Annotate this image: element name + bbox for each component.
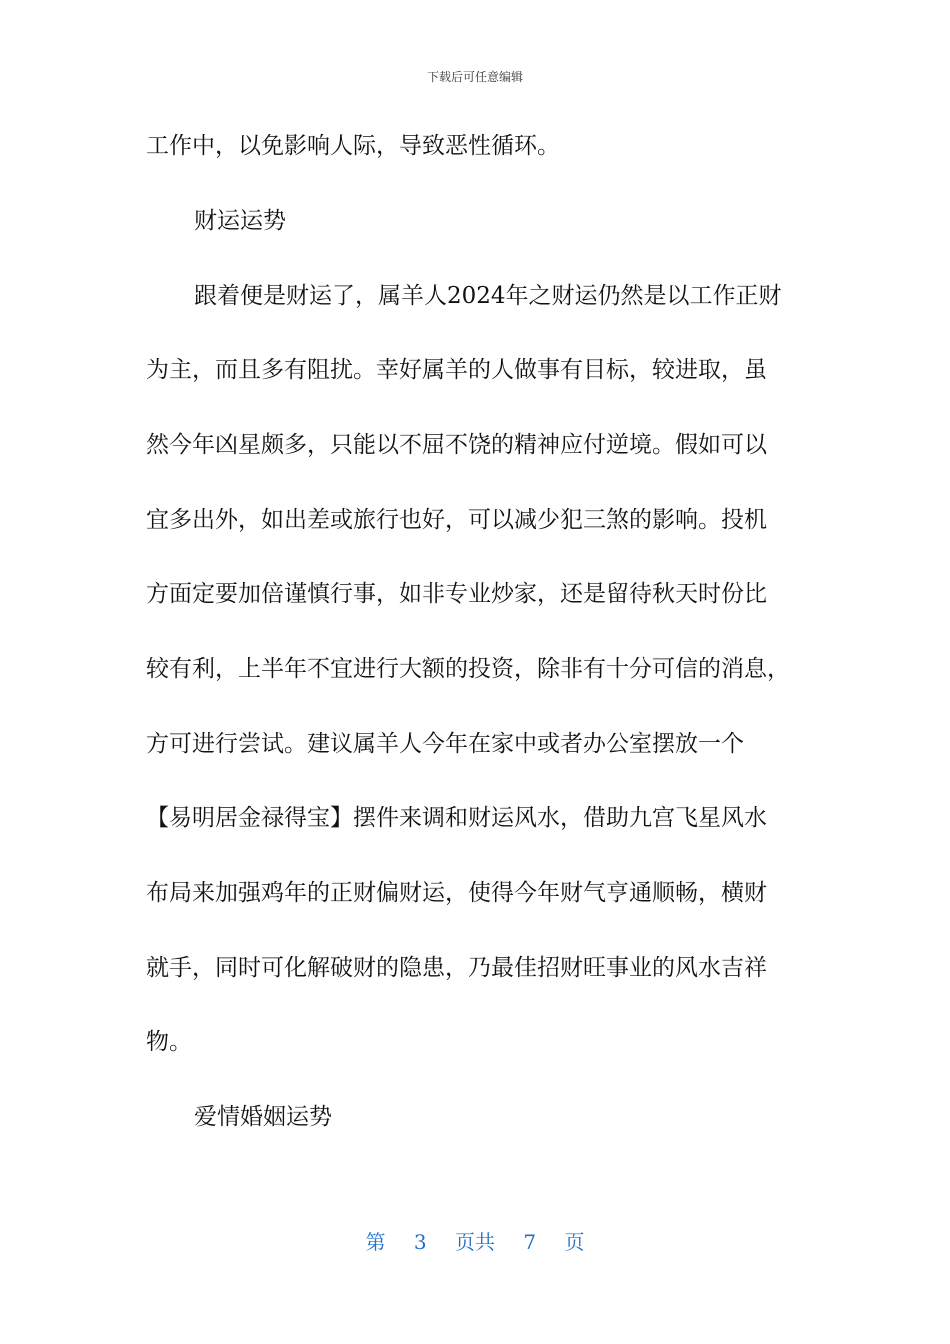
paragraph-line: 方可进行尝试。建议属羊人今年在家中或者办公室摆放一个 bbox=[146, 731, 744, 757]
paragraph-line: 工作中，以免影响人际，导致恶性循环。 bbox=[146, 133, 560, 159]
footer-prefix: 第 bbox=[365, 1230, 386, 1254]
total-pages-number: 7 bbox=[523, 1230, 537, 1254]
page-footer bbox=[0, 1226, 950, 1255]
footer-suffix: 页 bbox=[564, 1230, 585, 1254]
paragraph-line: 方面定要加倍谨慎行事，如非专业炒家，还是留待秋天时份比 bbox=[146, 581, 767, 607]
paragraph-line: 宜多出外，如出差或旅行也好，可以减少犯三煞的影响。投机 bbox=[146, 507, 767, 533]
paragraph-line: 物。 bbox=[146, 1029, 192, 1055]
paragraph-line: 然今年凶星颇多，只能以不屈不饶的精神应付逆境。假如可以 bbox=[146, 432, 767, 458]
section-heading-love: 爱情婚姻运势 bbox=[194, 1104, 332, 1130]
current-page-number: 3 bbox=[413, 1230, 427, 1254]
paragraph-line: 较有利，上半年不宜进行大额的投资，除非有十分可信的消息， bbox=[146, 656, 790, 682]
section-heading-wealth: 财运运势 bbox=[194, 208, 286, 234]
paragraph-line: 就手，同时可化解破财的隐患，乃最佳招财旺事业的风水吉祥 bbox=[146, 955, 767, 981]
paragraph-line: 布局来加强鸡年的正财偏财运，使得今年财气亨通顺畅，横财 bbox=[146, 880, 767, 906]
paragraph-line: 【易明居金禄得宝】摆件来调和财运风水，借助九宫飞星风水 bbox=[146, 805, 767, 831]
page-header: 下载后可任意编辑 bbox=[426, 70, 523, 84]
paragraph-line: 跟着便是财运了，属羊人2024年之财运仍然是以工作正财 bbox=[194, 283, 782, 309]
paragraph-line: 为主，而且多有阻扰。幸好属羊的人做事有目标，较进取，虽 bbox=[146, 357, 767, 383]
footer-middle: 页共 bbox=[455, 1230, 495, 1254]
